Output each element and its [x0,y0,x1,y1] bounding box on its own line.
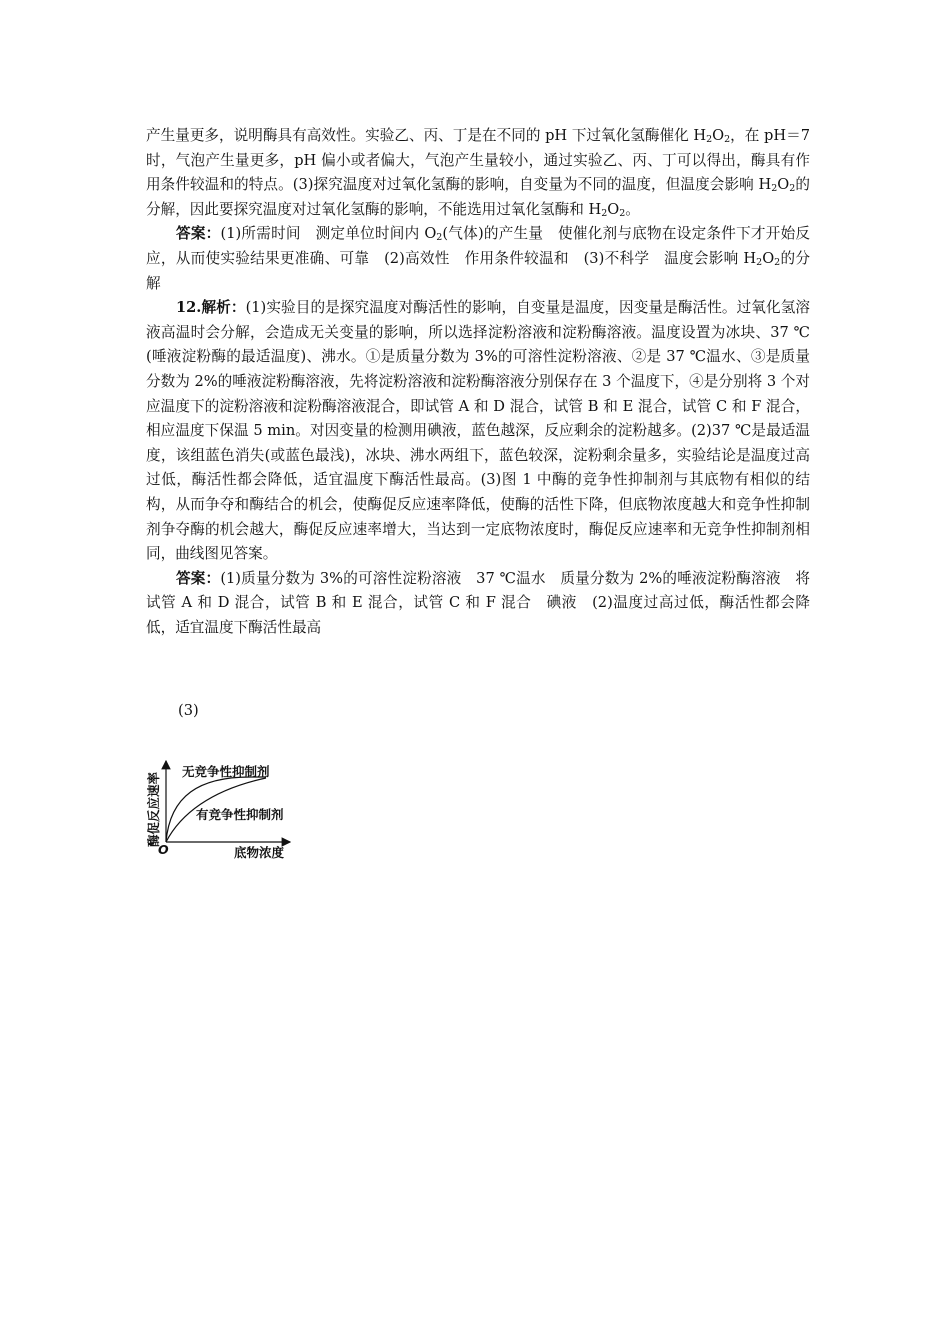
answer-label: 答案： [176,569,221,587]
subscript: 2 [724,134,731,145]
analysis-12-text: (1)实验目的是探究温度对酶活性的影响，自变量是温度，因变量是酶活性。过氧化氢溶液高温时会分解，会造成无关变量的影响，所以选择淀粉溶液和淀粉酶溶液。温度设置为冰块、37 ℃(唾液淀粉酶的最适温度)、沸水。①是质量分数为 3%的可溶性淀粉溶液、②是 37 ℃温水、③是质量分数为 2%的唾液淀粉酶溶液，先将淀粉溶液和淀粉酶溶液分别保存在 3 个温度下，④是分别将 3 个对应温度下的淀粉溶液和淀粉酶溶液混合，即试管 A 和 D 混合，试管 B 和 E 混合，试管 C 和 F 混合，相应温度下保温 5 min。对因变量的检测用碘液，蓝色越深，反应剩余的淀粉越多。(2)37 ℃是最适温度，该组蓝色消失(或蓝色最浅)，冰块、沸水两组下，蓝色较深，淀粉剩余量多，实验结论是温度过高过低，酶活性都会降低，适宜温度下酶活性最高。(3)图 1 中酶的竞争性抑制剂与其底物有相似的结构，从而争夺和酶结合的机会，使酶促反应速率降低，使酶的活性下降，但底物浓度越大和竞争性抑制剂争夺酶的机会越大，酶促反应速率增大，当达到一定底物浓度时，酶促反应速率和无竞争性抑制剂相同，曲线图见答案。 [146,299,810,563]
x-axis-label: 底物浓度 [234,845,285,860]
subscript: 2 [756,256,763,268]
answer-12-text: (1)质量分数为 3%的可溶性淀粉溶液 37 ℃温水 质量分数为 2%的唾液淀粉酶溶液 将试管 A 和 D 混合，试管 B 和 E 混合，试管 C 和 F 混合 碘液 (2)温度过高过低，酶活性都会降低，适宜温度下酶活性最高 [146,569,810,636]
analysis-11-text: O [712,127,725,144]
analysis-11-text: O [607,200,620,218]
series-label-competitive-inhibitor: 有竞争性抑制剂 [196,807,284,822]
answer-11-text: 的分解 [146,249,810,292]
analysis-11-text: 产生量更多，说明酶具有高效性。实验乙、丙、丁是在不同的 pH 下过氧化氢酶催化 H [146,127,707,144]
answer-12-paragraph [146,567,810,641]
subscript: 2 [774,256,781,268]
subscript: 2 [789,183,796,195]
origin-label: O [158,842,169,857]
answer-text-block [146,124,810,640]
series-label-no-inhibitor: 无竞争性抑制剂 [182,764,270,779]
analysis-11-text: O [777,176,790,194]
analysis-11-paragraph [146,124,810,222]
enzyme-rate-chart [140,755,310,865]
subscript: 2 [436,232,443,244]
analysis-11-text: 的分解，因此要探究温度对过氧化氢酶的影响，不能选用过氧化氢酶和 H [146,176,810,218]
answer-label: 答案： [176,225,221,243]
y-axis-label: 酶促反应速率 [146,771,161,847]
analysis-12-paragraph [146,296,810,567]
figure-label: (3) [178,702,199,719]
analysis-label: 12.解析： [176,299,246,317]
answer-11-paragraph [146,222,810,296]
chart-svg [140,755,310,865]
subscript: 2 [706,134,713,145]
answer-11-text: O [762,249,775,267]
subscript: 2 [601,207,608,219]
answer-11-text: (1)所需时间 测定单位时间内 O [220,225,437,243]
answer-11-text: (气体)的产生量 使催化剂与底物在设定条件下才开始反应，从而使实验结果更准确、可靠 (2)高效性 作用条件较温和 (3)不科学 温度会影响 H [146,225,811,267]
analysis-11-text: 。 [625,200,640,218]
analysis-11-text: ，在 pH＝7 时，气泡产生量更多，pH 偏小或者偏大，气泡产生量较小，通过实验乙、丙、丁可以得出，酶具有作用条件较温和的特点。(3)探究温度对过氧化氢酶的影响，自变量为不同的温度，但温度会影响 H [146,127,811,194]
subscript: 2 [771,183,778,195]
subscript: 2 [619,207,626,219]
